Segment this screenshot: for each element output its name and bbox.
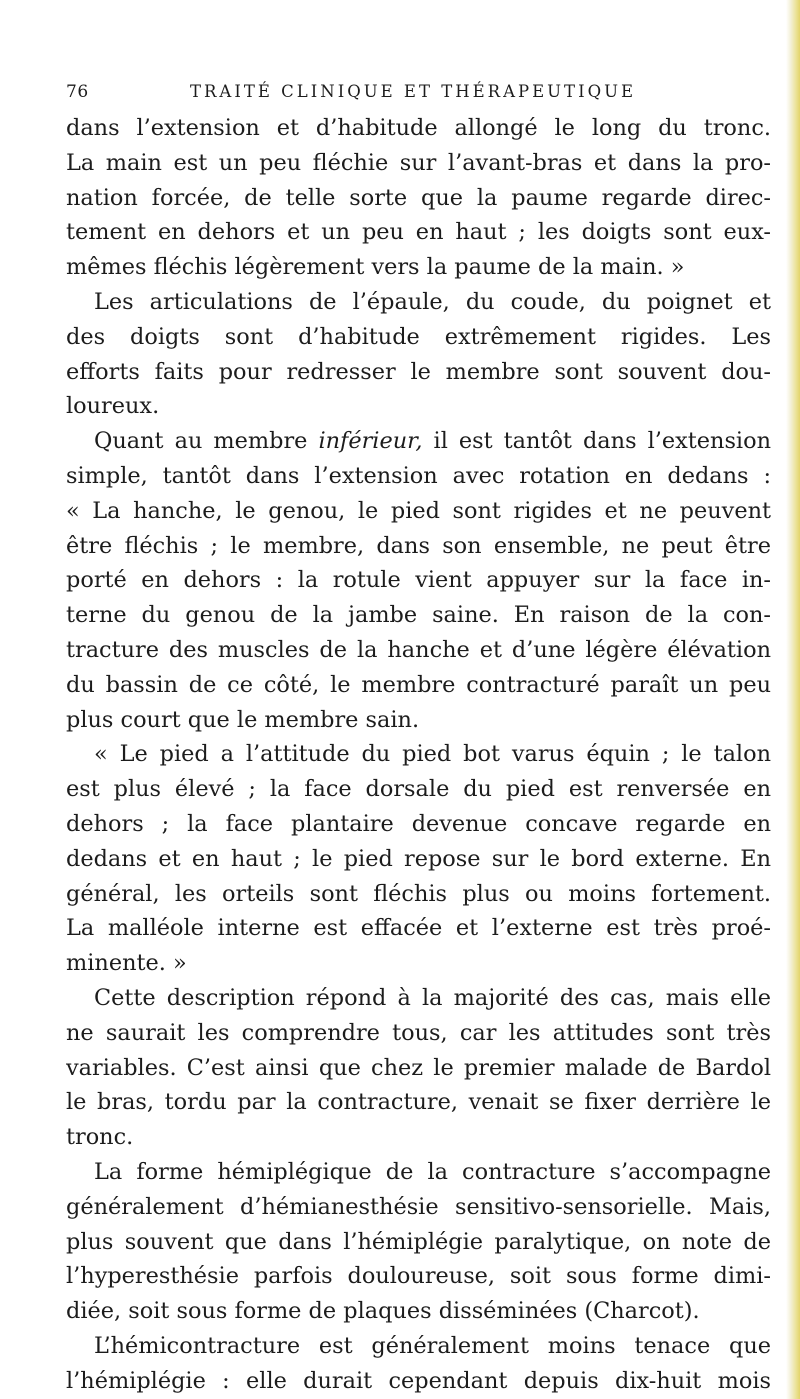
text-line: loureux. — [66, 393, 160, 420]
text-segment: Quant au membre — [94, 428, 319, 455]
text-line: Cette description répond à la majorité des cas, mais elle — [94, 984, 771, 1011]
text-line: La main est un peu fléchie sur l’avant-bras et dans la pro- — [66, 149, 771, 176]
text-line: nation forcée, de telle sorte que la paume regarde direc- — [66, 184, 771, 211]
text-line: dans l’extension et d’habitude allongé le long du tronc. — [66, 115, 771, 141]
text-line: dedans et en haut ; le pied repose sur le bord externe. En — [66, 845, 771, 872]
text-line: efforts faits pour redresser le membre sont souvent dou- — [66, 358, 771, 385]
text-line: mêmes fléchis légèrement vers la paume de la main. » — [66, 254, 685, 281]
running-title: TRAITÉ CLINIQUE ET THÉRAPEUTIQUE — [190, 82, 637, 101]
text-line: simple, tantôt dans l’extension avec rotation en dedans : — [66, 462, 771, 489]
text-line: dehors ; la face plantaire devenue concave regarde en — [66, 810, 771, 837]
text-line: L’hémicontracture est généralement moins tenace que — [94, 1332, 771, 1359]
text-line: porté en dehors : la rotule vient appuyer sur la face in- — [66, 567, 771, 594]
text-line — [66, 424, 771, 459]
text-line: l’hémiplégie : elle durait cependant depuis dix-huit mois — [66, 1367, 771, 1394]
text-line: Les articulations de l’épaule, du coude, du poignet et — [94, 288, 771, 315]
text-line: tronc. — [66, 1124, 134, 1151]
text-line: tement en dehors et un peu en haut ; les doigts sont eux- — [66, 219, 771, 246]
text-line: généralement d’hémianesthésie sensitivo-sensorielle. Mais, — [66, 1193, 771, 1220]
page-edge-stain — [786, 0, 800, 1399]
text-line: tracture des muscles de la hanche et d’une légère élévation — [66, 636, 771, 663]
text-line: minente. » — [66, 950, 187, 977]
text-line: être fléchis ; le membre, dans son ensemble, ne peut être — [66, 532, 771, 559]
text-line: La forme hémiplégique de la contracture s’accompagne — [94, 1158, 771, 1185]
italic-term: inférieur, — [318, 428, 423, 455]
text-line: le bras, tordu par la contracture, venait se fixer derrière le — [66, 1089, 771, 1116]
text-line: général, les orteils sont fléchis plus ou moins fortement. — [66, 880, 771, 907]
text-line: terne du genou de la jambe saine. En raison de la con- — [66, 602, 771, 629]
page-number: 76 — [66, 82, 89, 102]
text-line: diée, soit sous forme de plaques disséminées (Charcot). — [66, 1298, 700, 1325]
text-line: du bassin de ce côté, le membre contracturé paraît un peu — [66, 671, 771, 698]
text-line: « La hanche, le genou, le pied sont rigides et ne peuvent — [66, 497, 771, 524]
body-text — [66, 111, 771, 1398]
text-line: plus court que le membre sain. — [66, 706, 420, 733]
text-line: variables. C’est ainsi que chez le premier malade de Bardol — [66, 1054, 771, 1081]
text-line: « Le pied a l’attitude du pied bot varus équin ; le talon — [94, 741, 771, 768]
text-line: La malléole interne est effacée et l’externe est très proé- — [66, 915, 771, 942]
text-line: est plus élevé ; la face dorsale du pied est renversée en — [66, 776, 771, 803]
text-line: l’hyperesthésie parfois douloureuse, soit sous forme dimi- — [66, 1263, 771, 1290]
page-header — [66, 82, 706, 112]
text-segment: il est tantôt dans l’extension — [422, 428, 771, 455]
text-line: plus souvent que dans l’hémiplégie paralytique, on note de — [66, 1228, 771, 1255]
text-line: ne saurait les comprendre tous, car les attitudes sont très — [66, 1019, 771, 1046]
text-line: des doigts sont d’habitude extrêmement rigides. Les — [66, 323, 771, 350]
